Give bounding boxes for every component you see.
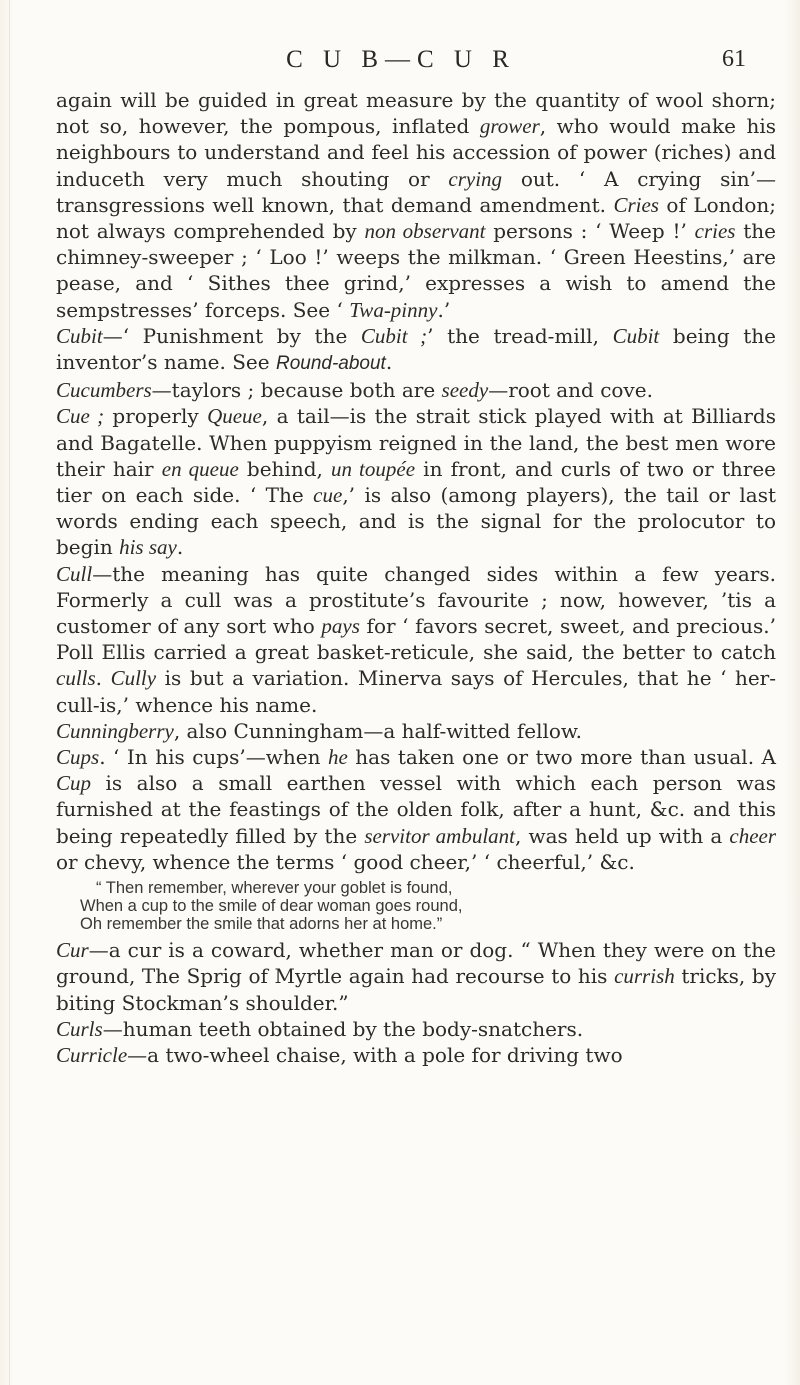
text-run: is but a variation. Minerva says of Hercules, that he ‘ her-cull-is,’ whence his name. [56,666,776,717]
entry-curricle [56,1042,776,1068]
text-run: properly [104,404,208,429]
text-run: is also a small earthen vessel with which each person was furnished at the feastings of the olden folk, after a hunt, &c. and this being repeatedly filled by the [56,771,776,848]
italic-run: his say [119,535,177,560]
text-run: the chimney-sweeper ; ‘ Loo !’ weeps the milkman. ‘ Green Heestins,’ are pease, and ‘ Sithes thee grind,’ expresses a wish to amend the sempstresses’ forceps. See ‘ [56,219,776,322]
italic-run: currish [614,964,675,989]
text-run: again will be guided in great measure by the quantity of wool shorn; not so, however, the pompous, inflated [56,88,776,139]
text-run: for ‘ favors secret, sweet, and precious.’ Poll Ellis carried a great basket-reticule, she said, the better to catch [56,614,777,665]
italic-run: crying [448,166,503,191]
headword: Cunningberry [56,718,174,743]
headword: Cur [56,938,89,963]
italic-run: Cubit ; [360,323,428,348]
entry-cunningberry [56,718,776,744]
headword: Curls [56,1016,103,1041]
running-head-title: C U B—C U R [286,46,516,73]
entry-continuation [56,87,776,323]
headword: Curricle [56,1042,128,1067]
text-run: , a tail—is the strait stick played with at Billiards and Bagatelle. When puppyism reigned in the land, the best men wore their hair [56,404,776,481]
text-run: ’ the tread-mill, [427,323,613,348]
verse-line: Oh remember the smile that adorns her at home.” [80,915,443,934]
italic-run: un toupée [331,456,416,481]
headword: Cucumbers [56,378,152,403]
text-run: persons : ‘ Weep !’ [485,219,695,244]
verse-line: When a cup to the smile of dear woman goes round, [80,897,463,916]
verse-quotation [56,879,776,933]
entry-cups [56,744,776,875]
headword: Cull [56,561,93,586]
text-run: .’ [437,297,451,322]
page-number: 61 [722,46,746,72]
text-run: . [385,350,393,375]
running-head [56,46,746,80]
text-run: , also Cunningham—a half-witted fellow. [173,718,583,743]
italic-run: Cubit [612,323,660,348]
text-run: of London; not always comprehended by [56,192,776,244]
italic-run: culls [56,666,96,691]
entry-curls [56,1016,776,1042]
text-run: , was held up with a [515,823,730,848]
text-run: or chevy, whence the terms ‘ good cheer,’ ‘ cheerful,’ &c. [56,849,635,874]
italic-run: cries [694,219,736,244]
text-run: tricks, by biting Stockman’s shoulder.” [56,964,776,1015]
text-run: . ‘ In his cups’—when [99,745,328,770]
page-edge [9,0,10,1385]
text-run: out. ‘ A crying sin’—transgressions well known, that demand amendment. [56,166,776,217]
dictionary-text [56,87,776,1068]
text-run: . [176,535,184,560]
entry-cubit [56,323,776,377]
entry-cucumbers [56,377,776,403]
italic-run: cue [313,483,343,508]
italic-run: non observant [364,219,486,244]
italic-run: he [327,745,348,770]
text-run: has taken one or two more than usual. A [347,745,777,770]
text-run: —root and cove. [488,378,653,403]
italic-run: Queue [207,404,262,429]
headword: Cubit [56,323,103,348]
entry-cur [56,937,776,1016]
text-run: being the inventor’s name. See [56,323,777,375]
italic-run: grower [479,114,540,139]
entry-cue [56,403,776,560]
text-run: . [95,666,111,691]
text-run: behind, [238,456,332,481]
text-run: —a two-wheel chaise, with a pole for driving two [127,1042,623,1067]
verse-line: “ Then remember, wherever your goblet is found, [96,879,453,898]
italic-run: seedy [441,378,489,403]
italic-run: servitor ambulant [364,823,515,848]
headword: Cups [56,745,100,770]
italic-run: Cries [613,192,659,217]
italic-run: pays [321,614,360,639]
italic-run: Cully [110,666,157,691]
text-run: ,’ is also (among players), the tail or last words ending each speech, and is the signal for the prolocutor to begin [56,483,777,560]
cross-reference: Round-about [275,353,386,375]
italic-run: Cup [56,771,92,796]
italic-run: cheer [729,823,777,848]
text-run: —human teeth obtained by the body-snatchers. [102,1016,584,1041]
entry-cull [56,561,776,718]
text-run: —taylors ; because both are [151,378,442,403]
text-run: —a cur is a coward, whether man or dog. “ When they were on the ground, The Sprig of Myrtle again had recourse to his [56,938,776,989]
text-run: —‘ Punishment by the [102,323,361,348]
italic-run: Twa-pinny [349,297,438,322]
italic-run: en queue [161,456,239,481]
text-run: in front, and curls of two or three tier on each side. ‘ The [56,456,777,508]
headword: Cue ; [56,404,105,429]
text-run: —the meaning has quite changed sides within a few years. Formerly a cull was a prostitute’s favourite ; now, however, ’tis a customer of any sort who [56,561,776,639]
text-run: , who would make his neighbours to understand and feel his accession of power (riches) and induceth very much shouting or [56,114,777,191]
